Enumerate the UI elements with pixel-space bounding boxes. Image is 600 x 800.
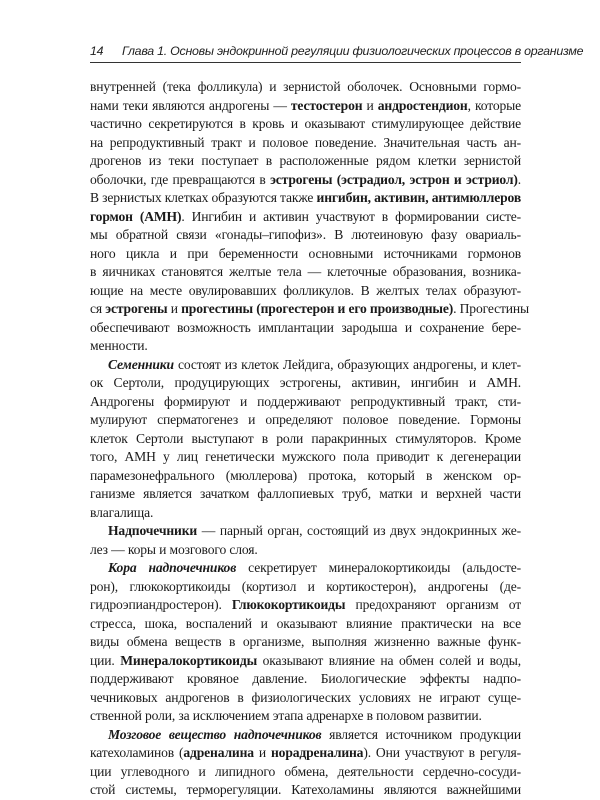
text-run: состоят из клеток Лейдига, образующих андрогены, и клет- [173,356,521,372]
text-line [90,689,521,708]
emphasis-term: эстрогены (эстрадиол, эстрон и эстриол) [270,171,518,187]
text-run: клеток Сертоли выступают в роли паракринных стимуляторов. Кроме [90,430,521,446]
text-line [90,652,521,671]
text-line [90,633,521,652]
text-line [90,78,521,97]
text-run: рон), глюкокортикоиды (кортизол и кортикостерон), андрогены (де- [90,578,521,594]
text-line [90,726,521,745]
text-line [90,744,521,763]
text-run: дрогенов из теки поступает в расположенные рядом клетки зернистой [90,153,521,168]
text-line [90,337,521,356]
text-line [90,208,521,227]
text-line [90,504,521,523]
text-run: лез — коры и мозгового слоя. [90,541,258,557]
text-line [90,411,521,430]
text-line [90,245,521,264]
text-run: , которые [467,97,521,113]
text-run: является источником продукции [321,726,521,742]
text-line [90,559,521,578]
text-line [90,578,521,597]
emphasis-term: тестостерон [290,97,363,113]
text-run: ющие на месте овулировавших фолликулов. В желтых телах образуют- [90,282,521,298]
text-line [90,448,521,467]
text-line [90,763,521,782]
text-run: парамезонефрального (мюллерова) протока, который в женском ор- [90,467,521,483]
emphasis-term: Надпочечники [108,523,198,538]
text-line [90,189,521,208]
text-run: ного цикла и при беременности основными источниками гормонов [90,245,521,261]
emphasis-term: гормон (АМН) [90,208,182,224]
emphasis-term: прогестины (прогестерон и его производные) [181,301,454,316]
emphasis-term: норадреналина [270,745,364,760]
emphasis-term: эстрогены [105,301,168,316]
body-text [90,78,529,800]
text-run: предохраняют организм от [345,597,521,612]
text-run: виды обмена веществ в организме, выполняя жизненно важные функ- [90,634,521,649]
text-line [90,541,521,560]
text-run: Андрогены формируют и поддерживают репродуктивный тракт, сти- [90,393,521,409]
text-run: внутренней (тека фолликула) и зернистой оболочек. Основными гормо- [90,79,521,94]
text-line [90,615,521,634]
text-run: катехоламинов ( [90,745,184,760]
emphasis-term: адреналина [183,745,254,760]
text-run: . Прогестины [453,301,529,316]
text-run: и [167,301,182,316]
text-line [90,467,521,486]
text-line [90,374,521,393]
text-run: ственной роли, за исключением этапа адренархе в половом развитии. [90,708,482,723]
text-run: того, АМН у лиц генетически мужского пола приводит к дегенерации [90,449,521,464]
text-line [90,97,521,116]
text-run: стой системы, терморегуляции. Катехоламины являются важнейшими [90,782,521,797]
text-run: гидроэпиандростерон). [90,597,232,612]
text-run: . [517,171,521,187]
text-line [90,134,521,153]
text-run: на репродуктивный тракт и половое поведение. Значительная часть ан- [90,134,521,150]
text-run: оболочки, где превращаются в [90,171,271,187]
running-header [90,44,584,59]
chapter-title: Глава 1. Основы эндокринной регуляции физиологических процессов в организме [122,44,584,58]
text-run: менности. [90,338,148,353]
text-run: ся [90,301,106,316]
text-line [90,300,529,319]
text-line [90,152,521,171]
text-line [90,393,521,412]
text-line [90,263,521,282]
text-run: обеспечивают возможность имплантации зародыша и сохранение бере- [90,319,521,335]
text-run: секретирует минералокортикоиды (альдосте- [236,560,521,575]
text-run: и [253,745,271,760]
text-run: стресса, шока, воспалений и оказывают влияние практически на все [90,615,521,631]
text-run: ции. [90,652,121,668]
text-run: чечниковых андрогенов в физиологических условиях не играют суще- [90,689,521,705]
header-rule [90,62,521,63]
text-line [90,485,521,504]
text-run: поддерживают кровяное давление. Биологические эффекты надпо- [90,671,521,686]
text-run: и [362,97,378,113]
text-run: . Ингибин и активин участвуют в формировании систе- [181,208,521,224]
text-line [90,596,521,615]
page-number: 14 [90,44,104,58]
text-run: В зернистых клетках образуются также [90,190,317,205]
text-line [90,522,521,541]
text-line [90,115,521,134]
text-line [90,781,521,800]
emphasis-term: Семенники [108,356,174,372]
emphasis-term: Мозговое вещество надпочечников [108,726,322,742]
emphasis-term: Глюкокортикоиды [231,597,346,612]
text-run: нами теки являются андрогены — [90,97,291,113]
text-run: ганизме является зачатком фаллопиевых труб, матки и верхней части [90,486,521,501]
text-line [90,171,521,190]
text-run: мулируют сперматогенез и определяют половое поведение. Гормоны [90,412,521,427]
text-run: оказывают влияние на обмен солей и воды, [257,652,521,668]
emphasis-term: ингибин, активин, антимюллеров [316,190,522,205]
text-line [90,670,521,689]
text-line [90,319,521,338]
emphasis-term: Кора надпочечников [108,560,237,575]
text-run: частично секретируются в кровь и оказывают стимулирующее действие [90,116,521,131]
text-line [90,707,521,726]
emphasis-term: Минералокортикоиды [120,652,258,668]
text-run: ции углеводного и липидного обмена, деятельности сердечно-сосуди- [90,763,521,779]
text-run: влагалища. [90,504,154,520]
text-line [90,356,521,375]
text-run: ). Они участвуют в регуля- [363,745,522,760]
text-run: в яичниках становятся желтые тела — клеточные образования, возника- [90,264,521,279]
text-line [90,226,521,245]
text-line [90,282,521,301]
text-run: ок Сертоли, продуцирующих эстрогены, активин, ингибин и АМН. [90,375,521,390]
text-run: — парный орган, состоящий из двух эндокринных же- [197,523,521,538]
text-run: мы обратной связи «гонады–гипофиз». В лютеиновую фазу овариаль- [90,227,521,242]
text-line [90,430,521,449]
emphasis-term: андростендион [377,97,468,113]
